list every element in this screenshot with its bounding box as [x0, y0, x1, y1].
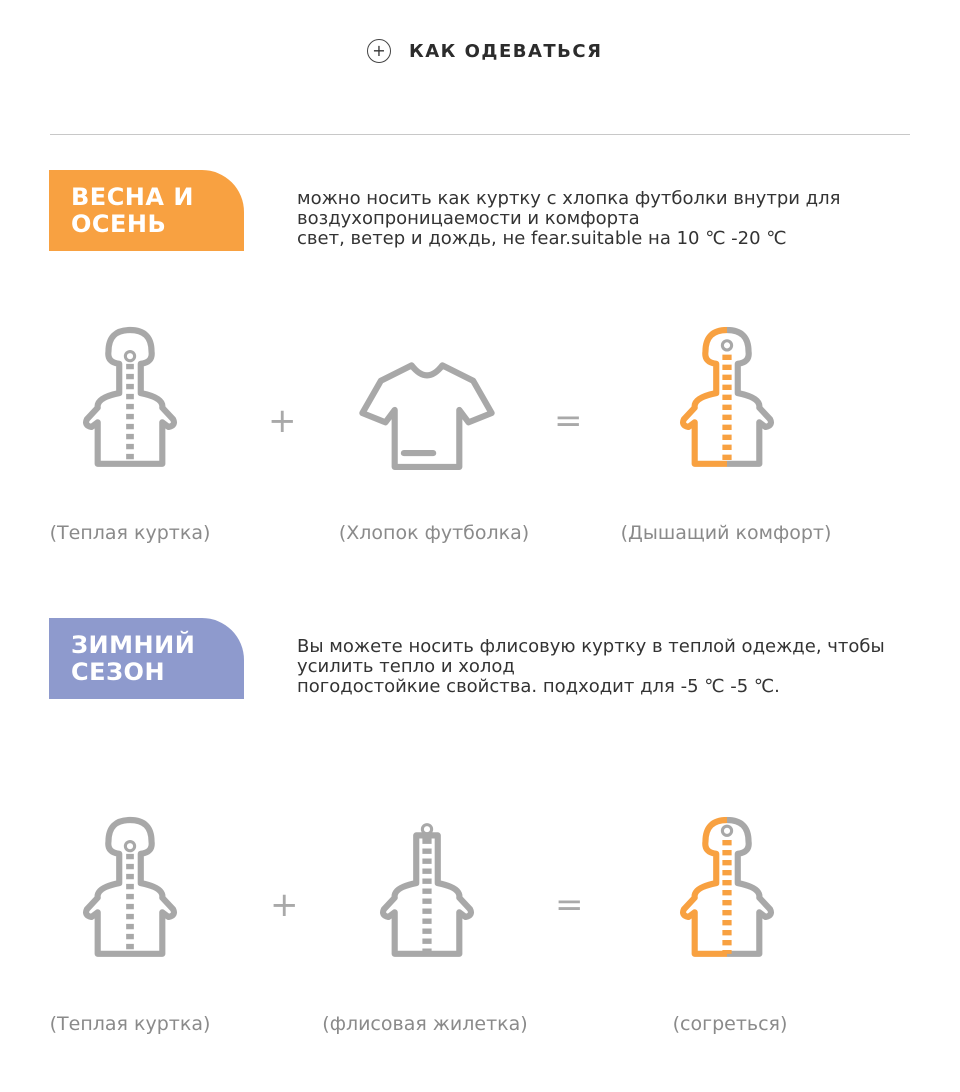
season-tag-line: СЕЗОН	[71, 658, 166, 686]
caption-warm-jacket: (Теплая куртка)	[49, 522, 211, 544]
season-tag-line: ЗИМНИЙ	[71, 631, 196, 659]
equals-sign: =	[555, 885, 584, 925]
hooded-jacket-icon	[30, 305, 230, 495]
page-title: КАК ОДЕВАТЬСЯ	[409, 40, 603, 62]
season-tag-winter	[49, 618, 244, 699]
caption-keep-warm: (согреться)	[672, 1013, 788, 1035]
description-line: Вы можете носить флисовую куртку в теплой одежде, чтобы	[297, 636, 885, 657]
plus-sign: +	[268, 401, 297, 441]
description-line: погодостойкие свойства. подходит для -5 ℃ -5 ℃.	[297, 676, 780, 697]
header-divider	[50, 134, 910, 135]
season-tag-spring-autumn	[49, 170, 244, 251]
season-tag-line: ОСЕНЬ	[71, 210, 167, 238]
caption-breathable-comfort: (Дышащий комфорт)	[620, 522, 832, 544]
hooded-jacket-icon	[30, 795, 230, 985]
season-description-winter	[297, 637, 937, 697]
description-line: свет, ветер и дождь, не fear.suitable на 10 ℃ -20 ℃	[297, 228, 787, 249]
t-shirt-icon	[327, 305, 527, 495]
description-line: усилить тепло и холод	[297, 656, 515, 677]
plus-circle-icon: +	[367, 39, 391, 63]
description-line: воздухопроницаемости и комфорта	[297, 208, 640, 229]
section-header	[0, 36, 960, 66]
half-orange-jacket-icon	[627, 305, 827, 495]
half-orange-jacket-icon	[627, 795, 827, 985]
season-description-spring-autumn	[297, 189, 937, 249]
caption-cotton-tshirt: (Хлопок футболка)	[338, 522, 530, 544]
caption-warm-jacket: (Теплая куртка)	[49, 1013, 211, 1035]
description-line: можно носить как куртку с хлопка футболки внутри для	[297, 188, 841, 209]
season-tag-line: ВЕСНА И	[71, 183, 194, 211]
equals-sign: =	[554, 401, 583, 441]
caption-fleece-vest: (флисовая жилетка)	[322, 1013, 528, 1035]
plus-sign: +	[270, 885, 299, 925]
fleece-vest-icon	[327, 795, 527, 985]
